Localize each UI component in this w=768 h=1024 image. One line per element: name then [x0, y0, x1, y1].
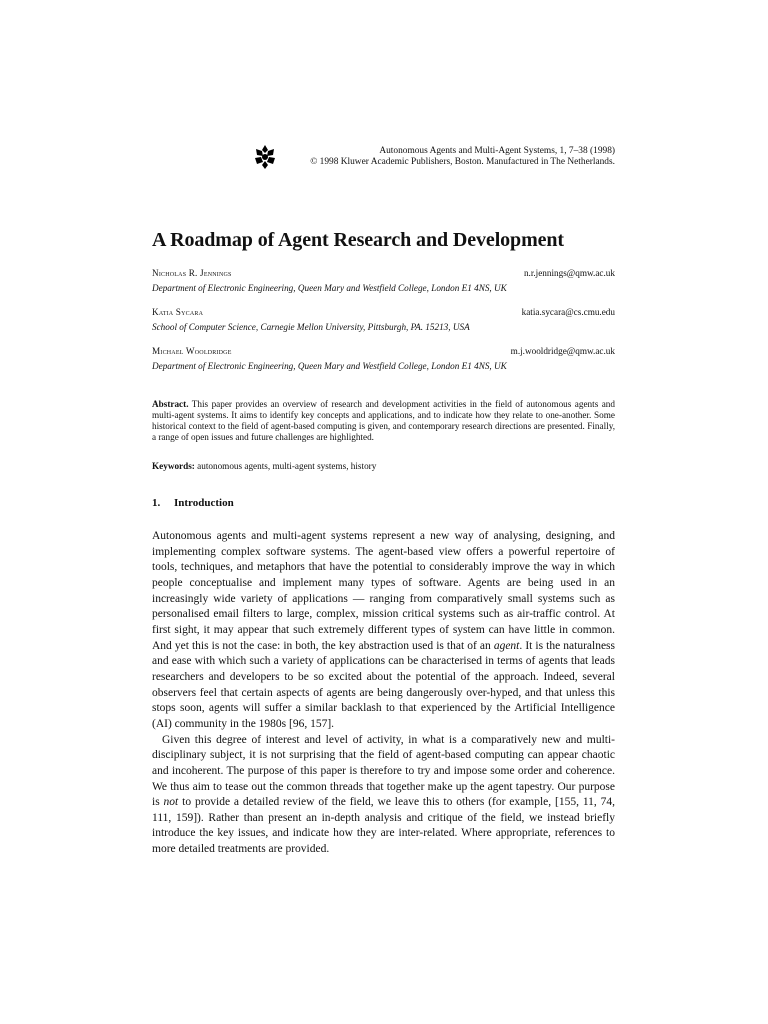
section-body [152, 529, 615, 858]
publisher-line: © 1998 Kluwer Academic Publishers, Boston. Manufactured in The Netherlands. [310, 157, 615, 167]
journal-header [250, 144, 615, 172]
journal-citation [310, 146, 615, 168]
keywords [152, 460, 615, 472]
author-entry [152, 345, 615, 372]
author-entry [152, 306, 615, 333]
author-name: Michael Wooldridge [152, 346, 232, 356]
paper-title: A Roadmap of Agent Research and Development [152, 229, 564, 251]
abstract [152, 399, 615, 443]
author-entry [152, 267, 615, 294]
journal-line: Autonomous Agents and Multi-Agent Systems, 1, 7–38 (1998) [379, 146, 615, 156]
section-heading [152, 497, 234, 509]
keywords-text: autonomous agents, multi-agent systems, history [197, 461, 377, 471]
author-name: Nicholas R. Jennings [152, 268, 232, 278]
abstract-text: This paper provides an overview of research and development activities in the field of autonomous agents and multi-agent systems. It aims to identify key concepts and applications, and to indicate how they relate to one-another. Some historical context to the field of agent-based computing is given, and contemporary research directions are presented. Finally, a range of open issues and future challenges are highlighted. [152, 399, 615, 442]
paragraph: Given this degree of interest and level of activity, in what is a comparatively new and multi-disciplinary subject, it is not surprising that the field of agent-based computing can appear chaotic and incoherent. The purpose of this paper is therefore to try and impose some order and coherence. We thus aim to tease out the common threads that together make up the agent tapestry. Our purpose is not to provide a detailed review of the field, we leave this to others (for example, [155, 11, 74, 111, 159]). Rather than present an in-depth analysis and critique of the field, we instead briefly introduce the key issues, and indicate how they are inter-related. Where appropriate, references to more detailed treatments are provided. [152, 733, 616, 856]
emphasis: agent [493, 639, 520, 652]
publisher-logo-icon [253, 144, 277, 170]
keywords-label: Keywords: [152, 461, 195, 471]
author-name: Katia Sycara [152, 307, 204, 317]
emphasis: not [163, 796, 179, 809]
author-affiliation: Department of Electronic Engineering, Queen Mary and Westfield College, London E1 4NS, UK [152, 361, 507, 371]
author-email[interactable]: m.j.wooldridge@qmw.ac.uk [510, 346, 615, 356]
author-affiliation: Department of Electronic Engineering, Queen Mary and Westfield College, London E1 4NS, UK [152, 283, 507, 293]
abstract-label: Abstract. [152, 399, 189, 409]
author-affiliation: School of Computer Science, Carnegie Mellon University, Pittsburgh, PA. 15213, USA [152, 322, 470, 332]
section-number: 1. [152, 497, 161, 509]
paragraph: Autonomous agents and multi-agent systems represent a new way of analysing, designing, and implementing complex software systems. The agent-based view offers a powerful repertoire of tools, techniques, and metaphors that have the potential to considerably improve the way in which people conceptualise and implement many types of software. Agents are being used in an increasingly wide variety of applications — ranging from comparatively small systems such as personalised email filters to large, complex, mission critical systems such as air-traffic control. At first sight, it may appear that such extremely different types of system can have little in common. And yet this is not the case: in both, the key abstraction used is that of an agent. It is the naturalness and ease with which such a variety of applications can be characterised in terms of agents that leads researchers and developers to be so excited about the potential of the approach. Indeed, several observers feel that certain aspects of agents are being dangerously over-hyped, and that unless this stops soon, agents will suffer a similar backlash to that experienced by the Artificial Intelligence (AI) community in the 1980s [96, 157]. [152, 530, 616, 730]
author-email[interactable]: n.r.jennings@qmw.ac.uk [523, 268, 615, 278]
section-title: Introduction [174, 497, 234, 509]
author-email[interactable]: katia.sycara@cs.cmu.edu [521, 307, 615, 317]
